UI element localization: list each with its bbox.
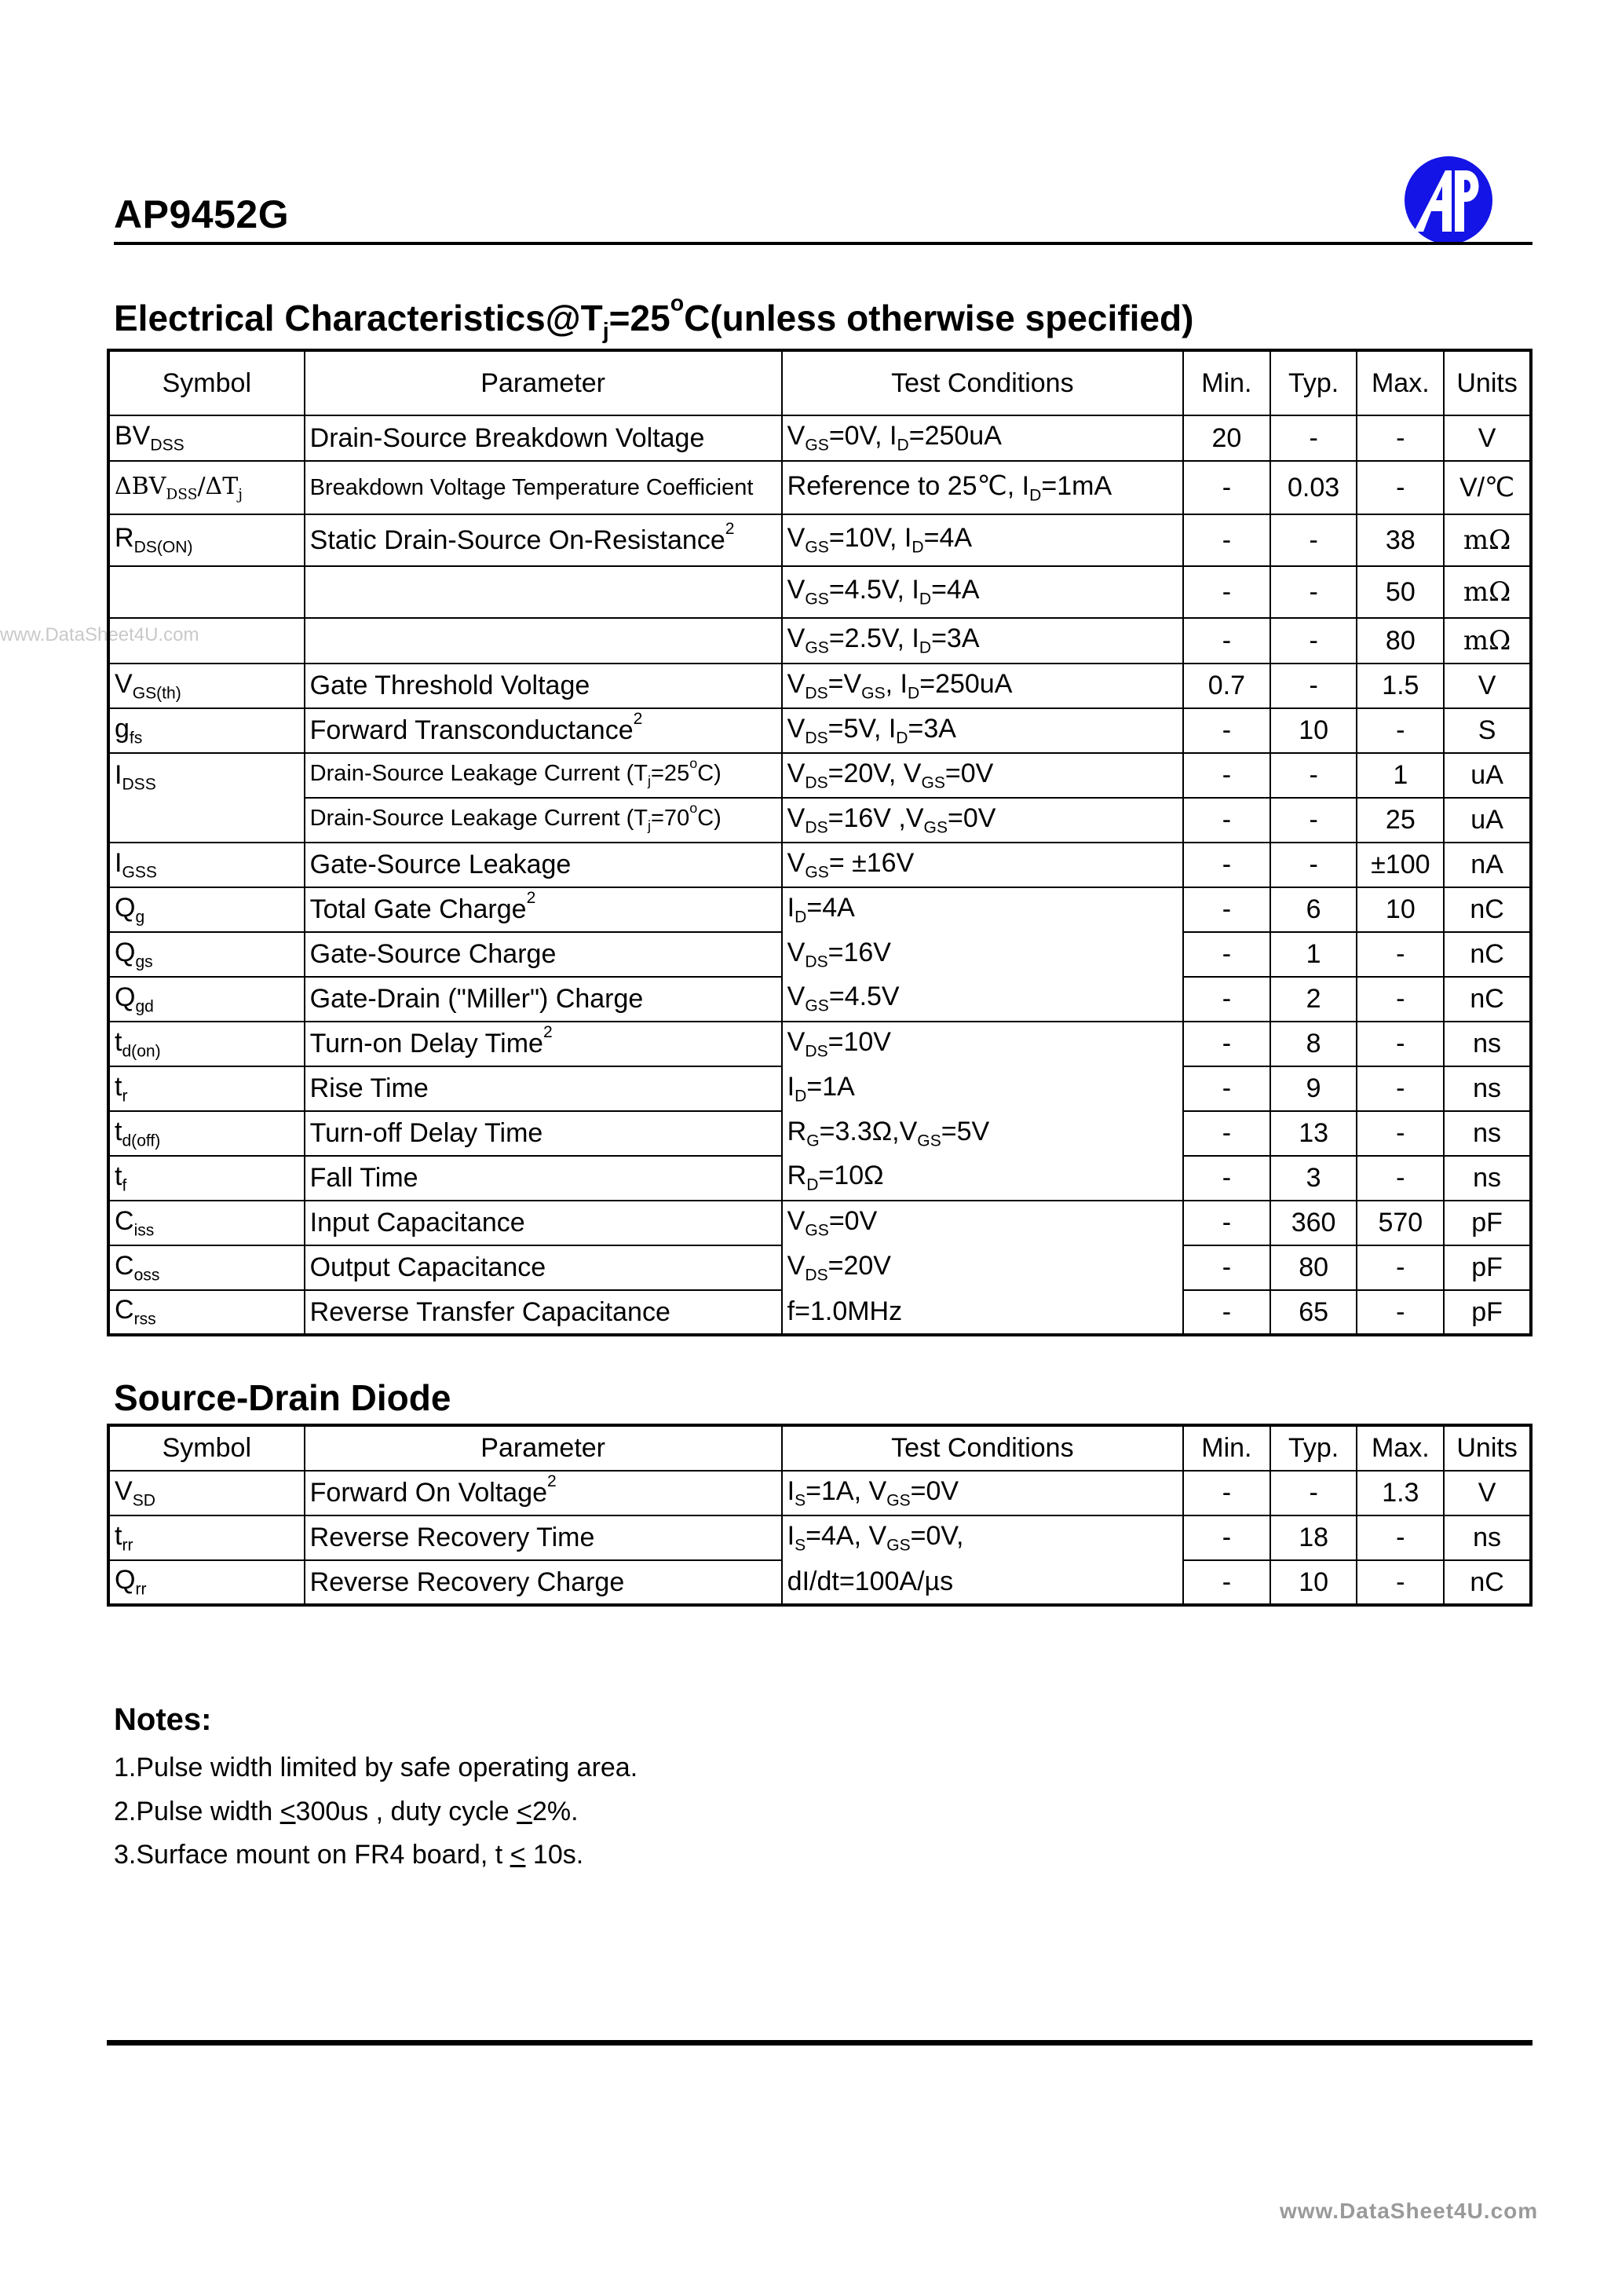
units-cell: mΩ [1444,514,1531,566]
max-cell: 1.3 [1357,1471,1444,1515]
table-header-row [108,1425,1531,1471]
table-row [108,514,1531,566]
header-units: Units [1444,350,1531,415]
units-cell: mΩ [1444,566,1531,618]
header-test-conditions: Test Conditions [782,1425,1183,1471]
symbol-cell: $C_{rss}$ [108,1290,305,1335]
symbol-cell: $t_{rr}$ [108,1515,305,1560]
parameter-cell: Static Drain-Source On-Resistance$^2$ [305,514,782,566]
max-cell: - [1357,1245,1444,1290]
typ-cell: 18 [1270,1515,1357,1560]
max-cell: - [1357,1066,1444,1111]
max-cell: - [1357,461,1444,514]
symbol-cell [108,566,305,618]
max-cell: - [1357,1560,1444,1605]
typ-cell: 8 [1270,1022,1357,1066]
min-cell: - [1183,461,1270,514]
parameter-cell: Rise Time [305,1066,782,1111]
footer-rule [107,2040,1532,2046]
min-cell: - [1183,753,1270,798]
min-cell: - [1183,798,1270,843]
min-cell: - [1183,1022,1270,1066]
typ-cell: - [1270,566,1357,618]
units-cell: ns [1444,1022,1531,1066]
condition-cell: $I_S=1A$, $V_{GS}=0V$ [782,1471,1183,1515]
header-min: Min. [1183,1425,1270,1471]
min-cell: - [1183,566,1270,618]
header-symbol: Symbol [108,350,305,415]
condition-cell: $R_D=10\Omega$ [782,1156,1183,1201]
symbol-cell: $Q_g$ [108,887,305,932]
parameter-cell: Forward Transconductance$^2$ [305,708,782,753]
units-cell: nC [1444,932,1531,977]
table-row [108,618,1531,664]
min-cell: - [1183,1066,1270,1111]
table-row [108,1201,1531,1245]
table-row [108,708,1531,753]
max-cell: - [1357,708,1444,753]
condition-cell: $V_{DS}=10V$ [782,1022,1183,1066]
condition-cell: $V_{DS}=V_{GS}$, $I_D=250uA$ [782,664,1183,708]
max-cell: ±100 [1357,843,1444,887]
symbol-cell: $\Delta BV_{DSS}/\Delta T_j$ [108,461,305,514]
condition-cell: f=1.0MHz [782,1290,1183,1335]
symbol-cell: $R_{DS(ON)}$ [108,514,305,566]
table-row [108,1022,1531,1066]
header-min: Min. [1183,350,1270,415]
units-cell: pF [1444,1290,1531,1335]
units-cell: ns [1444,1066,1531,1111]
max-cell: 570 [1357,1201,1444,1245]
table-row [108,1111,1531,1156]
parameter-cell: Gate-Drain ("Miller") Charge [305,977,782,1022]
header-rule [114,242,1532,245]
parameter-cell: Gate Threshold Voltage [305,664,782,708]
table-row [108,798,1531,843]
parameter-cell: Input Capacitance [305,1201,782,1245]
symbol-cell: $g_{fs}$ [108,708,305,753]
table-row [108,1245,1531,1290]
parameter-cell: Output Capacitance [305,1245,782,1290]
units-cell: ns [1444,1515,1531,1560]
units-cell: uA [1444,753,1531,798]
min-cell: - [1183,977,1270,1022]
min-cell: - [1183,1156,1270,1201]
header-parameter: Parameter [305,350,782,415]
parameter-cell: Drain-Source Leakage Current $(T_j=25^oC)$ [305,753,782,798]
max-cell: 25 [1357,798,1444,843]
units-cell: V [1444,664,1531,708]
typ-cell: - [1270,618,1357,664]
part-number: AP9452G [114,192,290,236]
units-cell: S [1444,708,1531,753]
condition-cell: $I_D=4A$ [782,887,1183,932]
parameter-cell: Drain-Source Breakdown Voltage [305,415,782,461]
min-cell: - [1183,1560,1270,1605]
parameter-cell: Turn-on Delay Time$^2$ [305,1022,782,1066]
header-symbol: Symbol [108,1425,305,1471]
min-cell: - [1183,887,1270,932]
units-cell: ns [1444,1156,1531,1201]
min-cell: - [1183,1290,1270,1335]
parameter-cell: Reverse Transfer Capacitance [305,1290,782,1335]
condition-cell: $I_D=1A$ [782,1066,1183,1111]
symbol-cell: $t_{d(off)}$ [108,1111,305,1156]
typ-cell: - [1270,1471,1357,1515]
condition-cell: $V_{DS}=16V$ [782,932,1183,977]
max-cell: - [1357,1156,1444,1201]
min-cell: 0.7 [1183,664,1270,708]
symbol-cell: $V_{GS(th)}$ [108,664,305,708]
table-row [108,1515,1531,1560]
symbol-cell: $Q_{rr}$ [108,1560,305,1605]
table-row [108,1066,1531,1111]
units-cell: pF [1444,1201,1531,1245]
header-max: Max. [1357,1425,1444,1471]
table-row [108,664,1531,708]
min-cell: - [1183,1471,1270,1515]
parameter-cell: Reverse Recovery Time [305,1515,782,1560]
condition-cell: $V_{DS}=16V$ $,V_{GS}=0V$ [782,798,1183,843]
parameter-cell: Breakdown Voltage Temperature Coefficient [305,461,782,514]
min-cell: - [1183,1201,1270,1245]
units-cell: pF [1444,1245,1531,1290]
units-cell: nC [1444,1560,1531,1605]
condition-cell: dI/dt=100A/µs [782,1560,1183,1605]
typ-cell: - [1270,415,1357,461]
parameter-cell: Reverse Recovery Charge [305,1560,782,1605]
symbol-cell: $t_r$ [108,1066,305,1111]
min-cell: - [1183,618,1270,664]
units-cell: uA [1444,798,1531,843]
notes-title: Notes: [114,1702,212,1737]
typ-cell: - [1270,753,1357,798]
note-3: 3.Surface mount on FR4 board, t < 10s. [114,1840,584,1870]
table-row [108,932,1531,977]
table-row [108,887,1531,932]
symbol-cell [108,618,305,664]
ap-logo-icon [1401,153,1496,247]
header-typ: Typ. [1270,350,1357,415]
table-row [108,1560,1531,1605]
units-cell: nA [1444,843,1531,887]
note-2: 2.Pulse width <300us , duty cycle <2%. [114,1797,579,1826]
note-1: 1.Pulse width limited by safe operating area. [114,1753,638,1782]
header-test-conditions: Test Conditions [782,350,1183,415]
max-cell: 50 [1357,566,1444,618]
units-cell: V/℃ [1444,461,1531,514]
units-cell: nC [1444,977,1531,1022]
condition-cell: $V_{GS}=0V$, $I_D=250uA$ [782,415,1183,461]
electrical-characteristics-table [107,349,1532,1336]
condition-cell: $V_{GS}=4.5V$ [782,977,1183,1022]
condition-cell: Reference to 25℃, $I_D=1mA$ [782,461,1183,514]
parameter-cell: Total Gate Charge$^2$ [305,887,782,932]
parameter-cell: Forward On Voltage$^2$ [305,1471,782,1515]
min-cell: 20 [1183,415,1270,461]
parameter-cell: Turn-off Delay Time [305,1111,782,1156]
parameter-cell [305,566,782,618]
typ-cell: 10 [1270,708,1357,753]
table-row [108,843,1531,887]
parameter-cell [305,618,782,664]
condition-cell: $V_{GS}= \pm 16V$ [782,843,1183,887]
parameter-cell: Drain-Source Leakage Current $(T_j=70^oC)$ [305,798,782,843]
condition-cell: $R_G=3.3\Omega,V_{GS}=5V$ [782,1111,1183,1156]
min-cell: - [1183,708,1270,753]
units-cell: ns [1444,1111,1531,1156]
max-cell: - [1357,977,1444,1022]
symbol-cell: $BV_{DSS}$ [108,415,305,461]
parameter-cell: Gate-Source Leakage [305,843,782,887]
table-header-row [108,350,1531,415]
condition-cell: $V_{DS}=5V$, $I_D=3A$ [782,708,1183,753]
typ-cell: 9 [1270,1066,1357,1111]
watermark-left: www.DataSheet4U.com [0,624,199,645]
table-row [108,753,1531,798]
table-row [108,566,1531,618]
symbol-cell: $Q_{gs}$ [108,932,305,977]
symbol-cell: $t_f$ [108,1156,305,1201]
typ-cell: 80 [1270,1245,1357,1290]
electrical-characteristics-title: Electrical $Characteristics@T_j=25^oC(unless$ otherwise specified) [114,291,1194,344]
table-row [108,415,1531,461]
symbol-cell: $V_{SD}$ [108,1471,305,1515]
min-cell: - [1183,843,1270,887]
max-cell: - [1357,932,1444,977]
max-cell: - [1357,1111,1444,1156]
table-row [108,1290,1531,1335]
condition-cell: $V_{GS}=0V$ [782,1201,1183,1245]
max-cell: - [1357,1022,1444,1066]
max-cell: 1.5 [1357,664,1444,708]
source-drain-diode-table [107,1424,1532,1607]
header-typ: Typ. [1270,1425,1357,1471]
typ-cell: 6 [1270,887,1357,932]
header-units: Units [1444,1425,1531,1471]
parameter-cell: Fall Time [305,1156,782,1201]
symbol-cell: $Q_{gd}$ [108,977,305,1022]
typ-cell: 0.03 [1270,461,1357,514]
symbol-cell [108,798,305,843]
table-row [108,977,1531,1022]
symbol-cell: $t_{d(on)}$ [108,1022,305,1066]
typ-cell: 10 [1270,1560,1357,1605]
typ-cell: 2 [1270,977,1357,1022]
max-cell: - [1357,1290,1444,1335]
max-cell: 38 [1357,514,1444,566]
max-cell: - [1357,415,1444,461]
units-cell: V [1444,1471,1531,1515]
condition-cell: $V_{GS}=10V$, $I_D=4A$ [782,514,1183,566]
typ-cell: - [1270,843,1357,887]
condition-cell: $V_{GS}=4.5V$, $I_D=4A$ [782,566,1183,618]
parameter-cell: Gate-Source Charge [305,932,782,977]
typ-cell: 65 [1270,1290,1357,1335]
typ-cell: 13 [1270,1111,1357,1156]
table-row [108,461,1531,514]
symbol-cell: $I_{GSS}$ [108,843,305,887]
max-cell: - [1357,1515,1444,1560]
table-row [108,1471,1531,1515]
condition-cell: $V_{DS}=20V$, $V_{GS}=0V$ [782,753,1183,798]
typ-cell: - [1270,514,1357,566]
max-cell: 1 [1357,753,1444,798]
typ-cell: 1 [1270,932,1357,977]
typ-cell: - [1270,798,1357,843]
watermark-right: www.DataSheet4U.com [1280,2199,1539,2223]
symbol-cell: $I_{DSS}$ [108,753,305,798]
symbol-cell: $C_{iss}$ [108,1201,305,1245]
source-drain-diode-title: Source-Drain Diode [114,1377,451,1418]
min-cell: - [1183,1515,1270,1560]
condition-cell: $I_S=4A$, $V_{GS}=0V$, [782,1515,1183,1560]
typ-cell: - [1270,664,1357,708]
typ-cell: 3 [1270,1156,1357,1201]
units-cell: V [1444,415,1531,461]
min-cell: - [1183,1111,1270,1156]
min-cell: - [1183,1245,1270,1290]
condition-cell: $V_{GS}=2.5V$, $I_D=3A$ [782,618,1183,664]
units-cell: mΩ [1444,618,1531,664]
table-row [108,1156,1531,1201]
min-cell: - [1183,932,1270,977]
symbol-cell: $C_{oss}$ [108,1245,305,1290]
typ-cell: 360 [1270,1201,1357,1245]
header-parameter: Parameter [305,1425,782,1471]
header-max: Max. [1357,350,1444,415]
units-cell: nC [1444,887,1531,932]
max-cell: 10 [1357,887,1444,932]
condition-cell: $V_{DS}=20V$ [782,1245,1183,1290]
min-cell: - [1183,514,1270,566]
max-cell: 80 [1357,618,1444,664]
